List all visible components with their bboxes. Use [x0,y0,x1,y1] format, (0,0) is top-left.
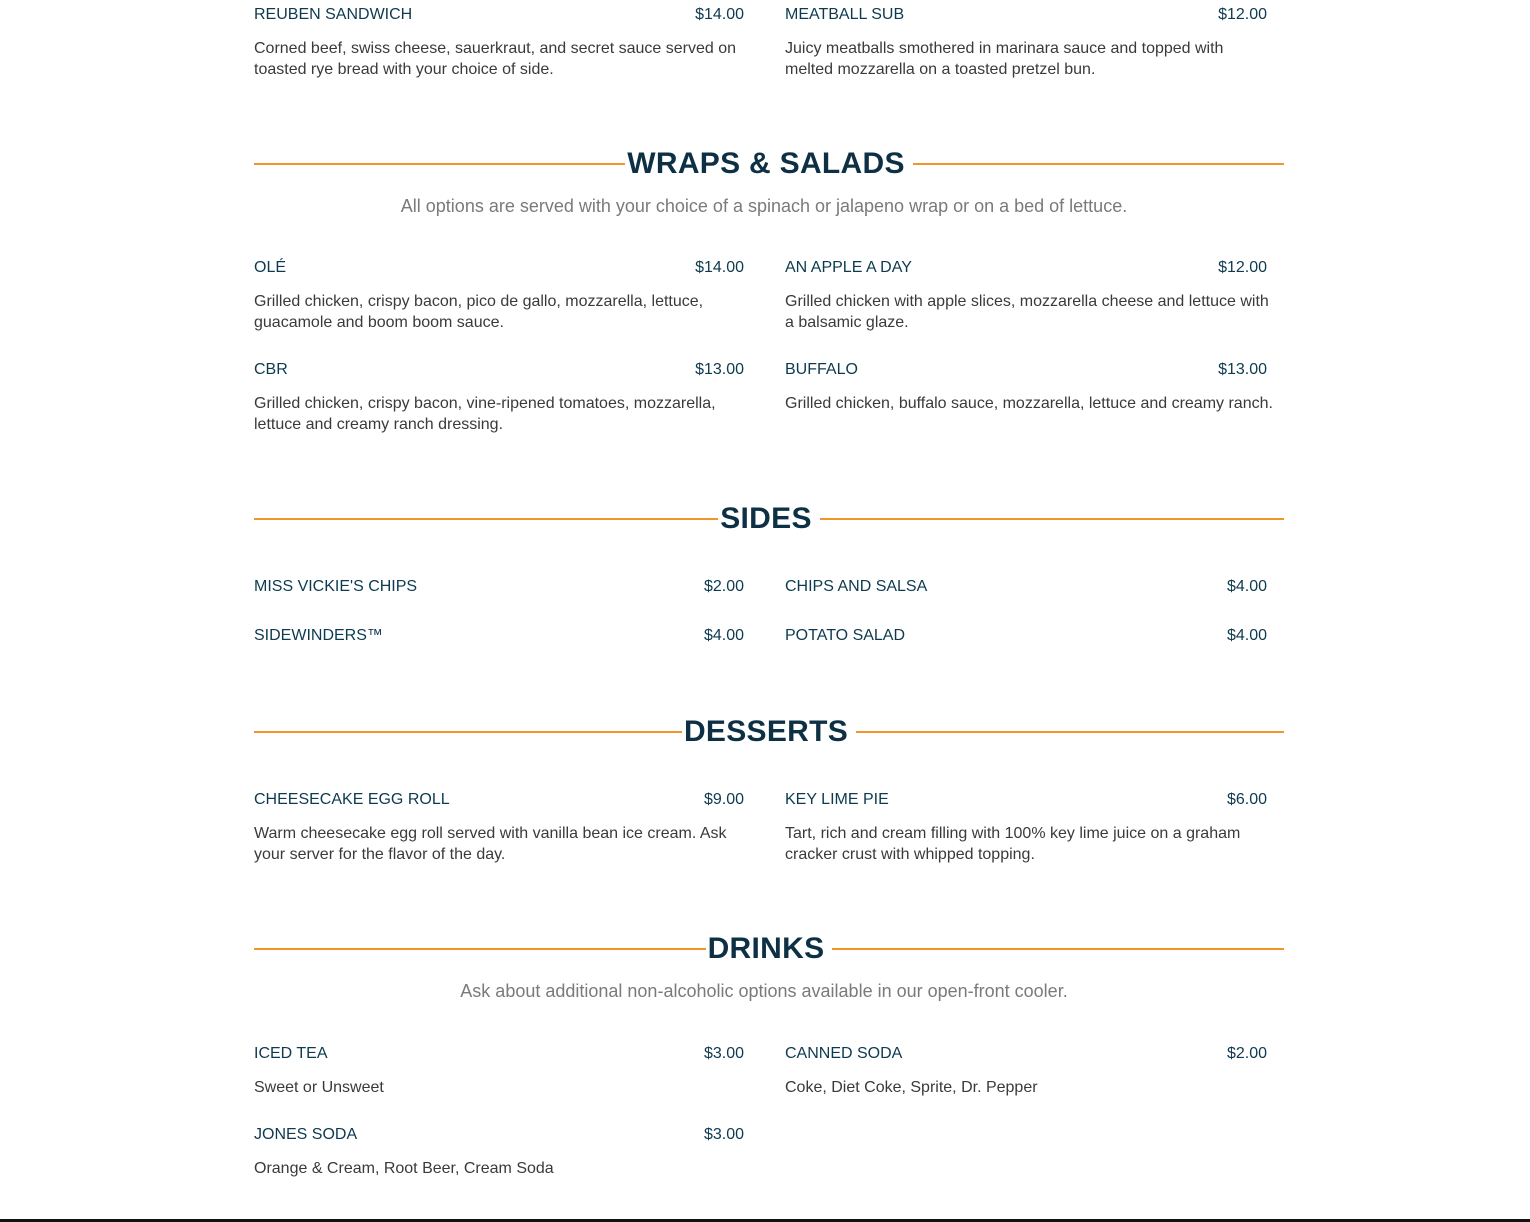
item-name: OLÉ [254,259,287,276]
divider-right [820,518,1284,520]
menu-item-chips-salsa [785,578,1275,596]
item-name: POTATO SALAD [785,627,906,644]
menu-item-cheesecake-egg-roll [254,791,744,865]
item-price: $14.00 [695,6,744,23]
item-description: Sweet or Unsweet [254,1079,384,1096]
item-description: Grilled chicken, crispy bacon, pico de gallo, mozzarella, lettuce, guacamole and boom boom sauce. [254,293,704,331]
menu-item-reuben [254,6,744,80]
item-name: MEATBALL SUB [785,6,905,23]
item-header [254,361,744,379]
menu-item-ole [254,259,744,333]
item-name: CHIPS AND SALSA [785,578,928,595]
item-name: KEY LIME PIE [785,791,889,808]
item-price: $13.00 [1218,361,1267,378]
item-header [254,1126,744,1144]
section-title: DRINKS [707,932,825,965]
menu-item-cbr [254,361,744,435]
item-name: JONES SODA [254,1126,358,1143]
menu-item-buffalo [785,361,1275,435]
item-description: Juicy meatballs smothered in marinara sauce and topped with melted mozzarella on a toasted pretzel bun. [785,40,1224,78]
section-note: All options are served with your choice of a spinach or jalapeno wrap or on a bed of lettuce. [400,196,1128,216]
item-price: $14.00 [695,259,744,276]
item-header [785,361,1267,379]
item-header [785,791,1267,809]
menu-item-sidewinders [254,627,744,645]
item-price: $12.00 [1218,6,1267,23]
section-wraps-salads [254,147,1284,181]
drinks-items [254,1045,1275,1098]
item-description: Coke, Diet Coke, Sprite, Dr. Pepper [785,1079,1038,1096]
item-header [254,1045,744,1063]
wraps-items [254,259,1275,333]
item-name: MISS VICKIE'S CHIPS [254,578,418,595]
item-header [254,791,744,809]
menu-item-iced-tea [254,1045,744,1098]
item-price: $3.00 [703,1126,744,1143]
item-name: CANNED SODA [785,1045,903,1062]
item-name: SIDEWINDERS™ [254,627,383,644]
item-description: Orange & Cream, Root Beer, Cream Soda [254,1160,554,1177]
item-description: Tart, rich and cream filling with 100% key lime juice on a graham cracker crust with whipped topping. [785,825,1241,863]
divider-left [254,163,625,165]
divider-right [832,948,1284,950]
item-name: CHEESECAKE EGG ROLL [254,791,450,808]
item-description: Grilled chicken, buffalo sauce, mozzarella, lettuce and creamy ranch. [785,395,1273,412]
item-price: $9.00 [703,791,744,808]
item-price: $6.00 [1226,791,1267,808]
section-header [254,932,1284,966]
section-header [254,715,1284,749]
divider-left [254,948,706,950]
item-price: $12.00 [1218,259,1267,276]
item-name: CBR [254,361,288,378]
item-header [785,578,1267,596]
section-desserts [254,715,1284,749]
item-header [254,627,744,645]
item-price: $4.00 [1226,578,1267,595]
item-description: Corned beef, swiss cheese, sauerkraut, and secret sauce served on toasted rye bread with your choice of side. [254,40,737,78]
item-price: $13.00 [695,361,744,378]
sandwiches-items [254,6,1275,80]
section-drinks [254,932,1284,966]
item-price: $2.00 [1226,1045,1267,1062]
item-description: Warm cheesecake egg roll served with vanilla bean ice cream. Ask your server for the flavor of the day. [254,825,727,863]
item-name: BUFFALO [785,361,858,378]
menu-item-potato-salad [785,627,1275,645]
item-price: $2.00 [703,578,744,595]
section-title: WRAPS & SALADS [627,147,905,180]
item-header [785,1045,1267,1063]
drinks-items-row2 [254,1126,1275,1179]
item-description: Grilled chicken with apple slices, mozzarella cheese and lettuce with a balsamic glaze. [785,293,1269,331]
section-title: SIDES [720,502,812,535]
item-header [785,259,1267,277]
item-price: $4.00 [1226,627,1267,644]
desserts-items [254,791,1275,865]
sides-items-row2 [254,627,1275,645]
item-header [254,259,744,277]
menu-item-jones-soda [254,1126,744,1179]
section-title: DESSERTS [683,715,849,748]
menu-item-miss-vickies [254,578,744,596]
item-header [785,6,1267,24]
item-price: $4.00 [703,627,744,644]
item-name: AN APPLE A DAY [785,259,912,276]
section-sides [254,502,1284,536]
menu-item-canned-soda [785,1045,1275,1098]
section-note: Ask about additional non-alcoholic options available in our open-front cooler. [460,981,1068,1001]
divider-right [856,731,1284,733]
item-header [785,627,1267,645]
item-description: Grilled chicken, crispy bacon, vine-ripened tomatoes, mozzarella, lettuce and creamy ranch dressing. [254,395,716,433]
sides-items [254,578,1275,596]
menu-item-meatball [785,6,1275,80]
wraps-items-row2 [254,361,1275,435]
menu-item-apple-a-day [785,259,1275,333]
item-name: ICED TEA [254,1045,328,1062]
divider-left [254,518,718,520]
item-price: $3.00 [703,1045,744,1062]
section-header [254,502,1284,536]
item-header [254,578,744,596]
section-header [254,147,1284,181]
item-name: REUBEN SANDWICH [254,6,413,23]
divider-right [913,163,1284,165]
item-header [254,6,744,24]
menu-item-key-lime-pie [785,791,1275,865]
divider-left [254,731,682,733]
